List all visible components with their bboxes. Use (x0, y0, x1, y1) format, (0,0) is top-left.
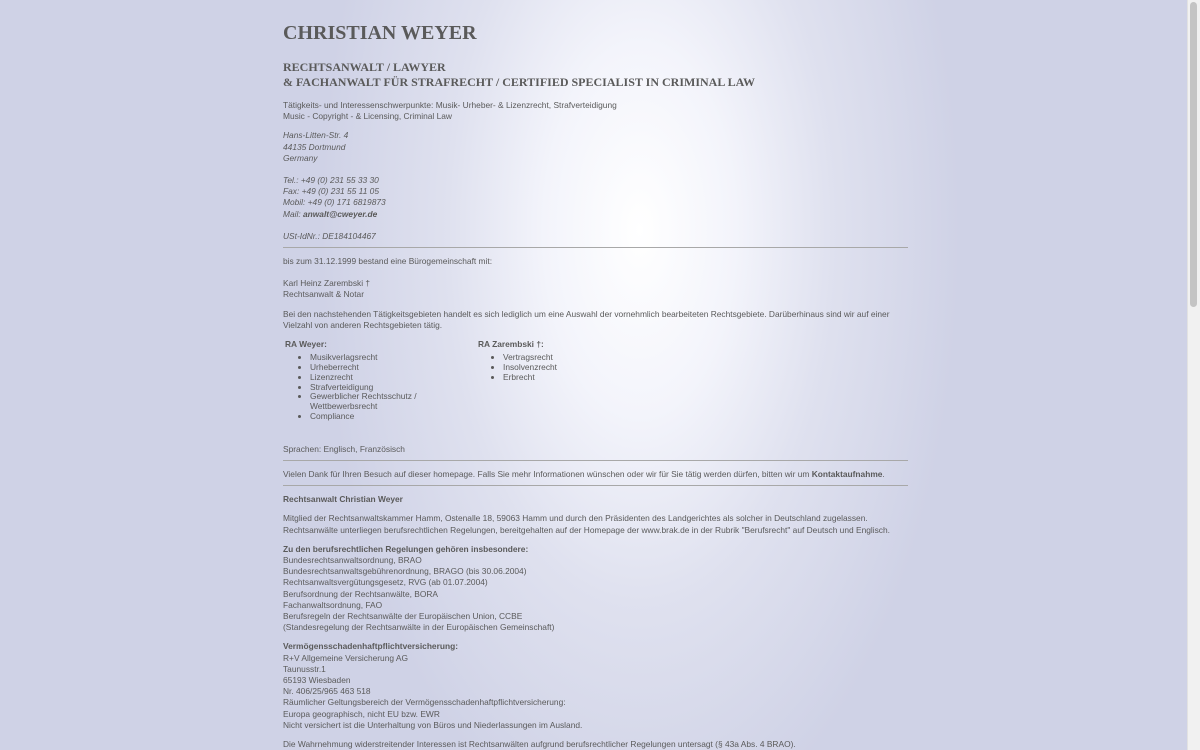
sprachen: Sprachen: Englisch, Französisch (283, 443, 405, 454)
impressum-line-1: Mitglied der Rechtsanwaltskammer Hamm, Ostenalle 18, 59063 Hamm und durch den Präsidenten des Landgerichtes als solcher in Deutschland zugelassen. (283, 513, 868, 524)
insurance-item: R+V Allgemeine Versicherung AG (283, 652, 408, 663)
contact-fax: Fax: +49 (0) 231 55 11 05 (283, 186, 379, 197)
regulations-heading-text: Zu den berufsrechtlichen Regelungen gehören insbesondere: (283, 543, 529, 554)
gebiete-intro: Bei den nachstehenden Tätigkeitsgebieten handelt es sich lediglich um eine Auswahl der vornehmlich bearbeiteten Rechtsgebiete. Darüberhinaus sind wir auf einer Vielzahl von anderen Rechtsgebieten tätig. (283, 308, 890, 330)
thanks-end: . (882, 469, 885, 480)
address-country: Germany (283, 152, 318, 163)
subtitle-line-1: RECHTSANWALT / LAWYER (283, 60, 446, 74)
list-item: • Insolvenzrecht (503, 363, 669, 373)
insurance-item: Nicht versichert ist die Unterhaltung von Büros und Niederlassungen im Ausland. (283, 719, 583, 730)
weyer-heading: RA Weyer: (285, 339, 327, 350)
insurance-item: 65193 Wiesbaden (283, 675, 351, 686)
conflict-notice: Die Wahrnehmung widerstreitender Interessen ist Rechtsanwälten aufgrund berufsrechtlicher Regelungen untersagt (§ 43a Abs. 4 BRAO). (283, 739, 796, 750)
address-city: 44135 Dortmund (283, 141, 346, 152)
page-content (283, 22, 908, 750)
regulation-item: Berufsregeln der Rechtsanwälte der Europäischen Union, CCBE (283, 611, 523, 622)
scrollbar[interactable] (1187, 0, 1200, 750)
regulation-item: Bundesrechtsanwaltsordnung, BRAO (283, 555, 422, 566)
list-item: • Gewerblicher Rechtsschutz / Wettbewerbsrecht (310, 392, 476, 412)
regulation-item: Berufsordnung der Rechtsanwälte, BORA (283, 588, 439, 599)
regulation-item: Fachanwaltsordnung, FAO (283, 599, 383, 610)
focus-de: Tätigkeits- und Interessenschwerpunkte: Musik- Urheber- & Lizenzrecht, Strafverteidigung (283, 100, 617, 110)
partner-name: Karl Heinz Zarembski † (283, 278, 371, 289)
insurance-item: Räumlicher Geltungsbereich der Vermögensschadenhaftpflichtversicherung: (283, 697, 566, 708)
weyer-list (283, 353, 476, 422)
zarembski-list (476, 353, 669, 382)
list-item: • Urheberrecht (310, 363, 476, 373)
buero-intro: bis zum 31.12.1999 bestand eine Bürogemeinschaft mit: (283, 256, 493, 267)
regulation-item: (Standesregelung der Rechtsanwälte in der Europäischen Gemeinschaft) (283, 622, 555, 633)
zarembski-heading: RA Zarembski †: (478, 339, 544, 350)
subtitle (283, 60, 908, 90)
insurance-heading-text: Vermögensschadenhaftpflichtversicherung: (283, 641, 458, 652)
regulation-item: Rechtsanwaltsvergütungsgesetz, RVG (ab 01.07.2004) (283, 577, 488, 588)
thanks-text (283, 469, 908, 480)
contact-mobil: Mobil: +49 (0) 171 6819873 (283, 197, 386, 208)
list-item: • Lizenzrecht (310, 373, 476, 383)
list-item: • Vertragsrecht (503, 353, 669, 363)
weyer-column (283, 339, 476, 422)
mail-label: Mail: (283, 208, 304, 219)
scrollbar-thumb[interactable] (1190, 2, 1197, 307)
impressum-heading (283, 494, 908, 505)
list-item: • Compliance (310, 412, 476, 422)
kontakt-link[interactable]: Kontaktaufnahme (811, 469, 883, 480)
list-item: • Erbrecht (503, 373, 669, 383)
practice-areas (283, 339, 908, 422)
page-title: CHRISTIAN WEYER (283, 22, 477, 44)
divider (283, 485, 908, 486)
partner-title: Rechtsanwalt & Notar (283, 289, 364, 300)
mail-link[interactable]: anwalt@cweyer.de (303, 208, 378, 219)
insurance-item: Taunusstr.1 (283, 663, 326, 674)
insurance-item: Europa geographisch, nicht EU bzw. EWR (283, 708, 440, 719)
contact-tel: Tel.: +49 (0) 231 55 33 30 (283, 175, 379, 186)
ust-id: USt-IdNr.: DE184104467 (283, 230, 376, 241)
address-street: Hans-Litten-Str. 4 (283, 130, 349, 141)
regulations-heading (283, 544, 908, 555)
impressum-line-2: Rechtsanwälte unterliegen berufsrechtlichen Regelungen, bereitgehalten auf der Homepage der www.brak.de in der Rubrik "Berufsrecht" auf Deutsch und Englisch. (283, 524, 890, 535)
address-block (283, 130, 908, 242)
list-item: • Musikverlagsrecht (310, 353, 476, 363)
regulation-item: Bundesrechtsanwaltsgebührenordnung, BRAGO (bis 30.06.2004) (283, 566, 527, 577)
divider (283, 460, 908, 461)
impressum-heading-text: Rechtsanwalt Christian Weyer (283, 494, 403, 505)
thanks-body: Vielen Dank für Ihren Besuch auf dieser homepage. Falls Sie mehr Informationen wünschen oder wir für Sie tätig werden dürfen, bitten wir um (283, 469, 812, 480)
insurance-heading (283, 641, 908, 652)
subtitle-line-2: & FACHANWALT FÜR STRAFRECHT / CERTIFIED SPECIALIST IN CRIMINAL LAW (283, 75, 756, 89)
list-item: • Strafverteidigung (310, 383, 476, 393)
zarembski-column (476, 339, 669, 422)
contact-mail (283, 209, 908, 220)
insurance-item: Nr. 406/25/965 463 518 (283, 686, 371, 697)
divider (283, 247, 908, 248)
focus-en: Music - Copyright - & Licensing, Criminal Law (283, 111, 452, 122)
